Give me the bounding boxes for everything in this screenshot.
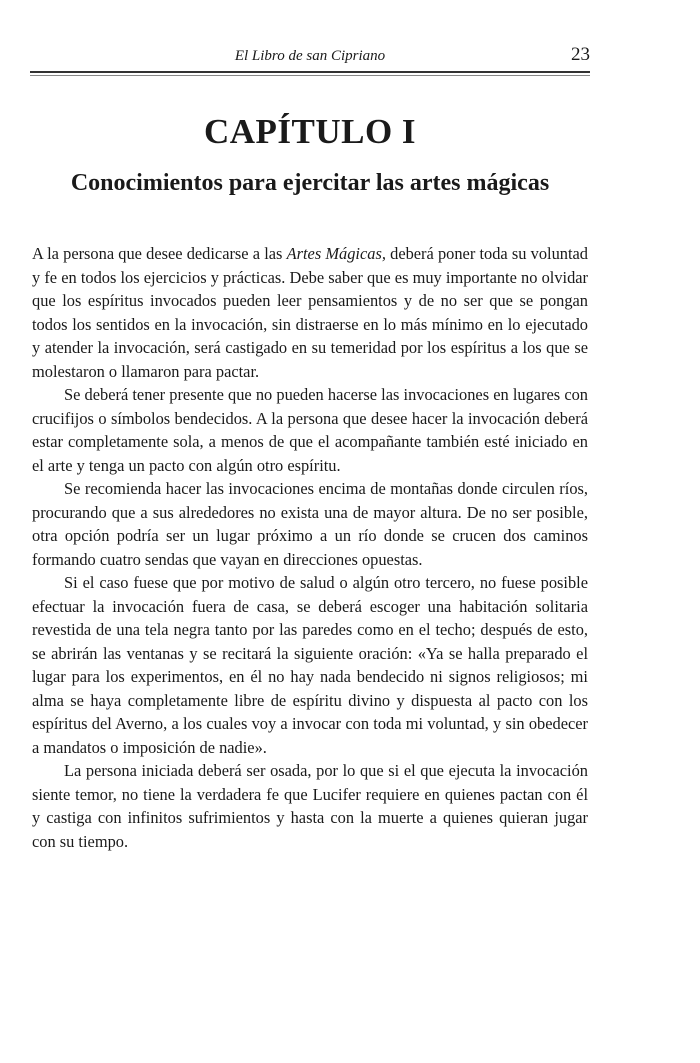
chapter-title: CAPÍTULO I [203, 112, 417, 151]
header-rule-thin [30, 75, 590, 76]
paragraph-3: Se recomienda hacer las invocaciones encima de montañas donde circulen ríos, procurando que a sus alrededores no exista una de mayor altura. De no ser posible, otra opción podría ser un lugar próximo a un río donde se crucen dos caminos formando cuatro sendas que vayan en direcciones opuestas. [32, 479, 588, 569]
paragraph-1-emphasis: Artes Mágicas, [286, 244, 386, 263]
chapter-subtitle: Conocimientos para ejercitar las artes mágicas [70, 170, 550, 196]
running-title: El Libro de san Cipriano [234, 48, 386, 64]
header-rule [30, 71, 590, 73]
paragraph-2: Se deberá tener presente que no pueden hacerse las invocaciones en lugares con crucifijos o símbolos bendecidos. A la persona que desee hacer la invocación deberá estar completamente sola, a menos de que el acompañante también esté iniciado en el arte y tenga un pacto con algún otro espíritu. [32, 385, 588, 475]
page-number: 23 [571, 44, 590, 65]
running-header [30, 44, 590, 70]
paragraph-1 [32, 242, 588, 383]
paragraph-5: La persona iniciada deberá ser osada, por lo que si el que ejecuta la invocación siente temor, no tiene la verdadera fe que Lucifer requiere en quienes pactan con él y castiga con infinitos sufrimientos y hasta con la muerte a quienes quieran jugar con su tiempo. [32, 761, 588, 851]
body-text [32, 242, 588, 853]
paragraph-1-rest: deberá poner toda su voluntad y fe en todos los ejercicios y prácticas. Debe saber que es muy importante no olvidar que los espíritus invocados pueden leer pensamientos y de no ser que se pongan todos los sentidos en la invocación, sin distraerse en lo más mínimo en lo ejecutado y atender la invocación, será castigado en su temeridad por los espíritus a los que se molestaron o llamaron para pactar. [32, 244, 588, 381]
paragraph-1-start: A la persona que desee dedicarse a las [32, 244, 287, 263]
paragraph-4: Si el caso fuese que por motivo de salud o algún otro tercero, no fuese posible efectuar la invocación fuera de casa, se deberá escoger una habitación solitaria revestida de una tela negra tanto por las paredes como en el techo; después de esto, se abrirán las ventanas y se recitará la siguiente oración: «Ya se halla preparado el lugar para los experimentos, en él no hay nada bendecido ni signos religiosos; mi alma se haya completamente libre de espíritu divino y dispuesta al pacto con los espíritus del Averno, a los cuales voy a invocar con toda mi voluntad, y sin obedecer a mandatos o imposición de nadie». [32, 573, 588, 757]
